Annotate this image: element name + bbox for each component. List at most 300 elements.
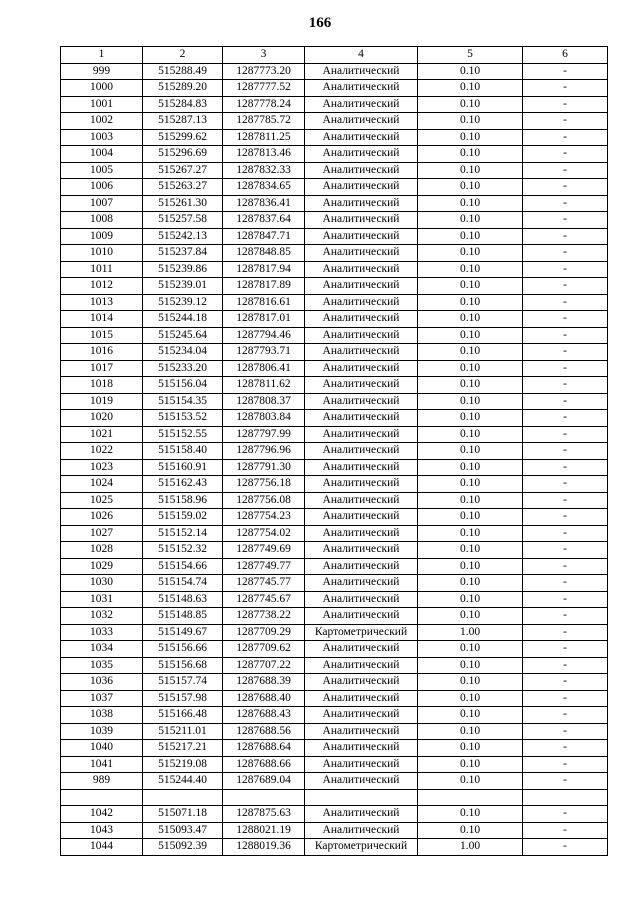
coordinates-table [60,46,608,856]
cell-method: Аналитический [305,657,418,674]
table-row [61,558,608,575]
cell-description: - [523,657,608,674]
cell-point-number: 1022 [61,443,143,460]
cell-method: Картометрический [305,839,418,856]
table-row [61,608,608,625]
cell-description: - [523,773,608,790]
cell-description: - [523,822,608,839]
table-row [61,492,608,509]
cell-description: - [523,723,608,740]
table-row [61,806,608,823]
cell-method: Аналитический [305,542,418,559]
cell-accuracy: 0.10 [418,641,523,658]
cell-y-coordinate: 1287832.33 [223,162,305,179]
cell-accuracy: 0.10 [418,525,523,542]
cell-x-coordinate: 515152.14 [143,525,223,542]
cell-accuracy: 0.10 [418,575,523,592]
table-row [61,96,608,113]
cell-x-coordinate: 515234.04 [143,344,223,361]
table-row [61,212,608,229]
table-row [61,327,608,344]
table-row [61,773,608,790]
cell-description: - [523,113,608,130]
cell-point-number: 1042 [61,806,143,823]
cell-point-number: 1012 [61,278,143,295]
cell-point-number: 1014 [61,311,143,328]
cell-accuracy: 0.10 [418,509,523,526]
cell-y-coordinate: 1287875.63 [223,806,305,823]
cell-y-coordinate: 1287793.71 [223,344,305,361]
cell-description: - [523,245,608,262]
cell-description: - [523,278,608,295]
cell-y-coordinate: 1287688.66 [223,756,305,773]
cell-accuracy: 0.10 [418,476,523,493]
cell-x-coordinate: 515257.58 [143,212,223,229]
cell-method: Аналитический [305,459,418,476]
cell-method: Аналитический [305,525,418,542]
cell-method: Аналитический [305,113,418,130]
cell-x-coordinate: 515239.01 [143,278,223,295]
table-row [61,162,608,179]
cell-accuracy: 0.10 [418,426,523,443]
cell-method: Аналитический [305,162,418,179]
cell-x-coordinate: 515158.96 [143,492,223,509]
cell-y-coordinate: 1287806.41 [223,360,305,377]
cell-description: - [523,542,608,559]
cell-y-coordinate: 1287837.64 [223,212,305,229]
cell-method: Аналитический [305,641,418,658]
cell-x-coordinate: 515156.68 [143,657,223,674]
cell-accuracy: 0.10 [418,113,523,130]
cell-y-coordinate: 1287796.96 [223,443,305,460]
column-header-description: 6 [523,47,608,64]
cell-accuracy: 0.10 [418,410,523,427]
table-row [61,179,608,196]
cell-description: - [523,492,608,509]
cell-method: Аналитический [305,690,418,707]
cell-y-coordinate: 1287688.64 [223,740,305,757]
cell-y-coordinate: 1287745.67 [223,591,305,608]
cell-method: Аналитический [305,608,418,625]
cell-description: - [523,690,608,707]
cell-accuracy: 0.10 [418,162,523,179]
table-row [61,278,608,295]
cell-y-coordinate: 1287754.02 [223,525,305,542]
cell-method: Аналитический [305,393,418,410]
cell-y-coordinate: 1287813.46 [223,146,305,163]
table-row [61,63,608,80]
cell-accuracy: 0.10 [418,212,523,229]
cell-description: - [523,707,608,724]
table-row [61,80,608,97]
cell-point-number: 1040 [61,740,143,757]
cell-x-coordinate: 515071.18 [143,806,223,823]
cell-y-coordinate: 1287756.18 [223,476,305,493]
cell-y-coordinate: 1287688.56 [223,723,305,740]
table-row [61,228,608,245]
cell-y-coordinate: 1287808.37 [223,393,305,410]
cell-accuracy: 0.10 [418,393,523,410]
cell-point-number: 1043 [61,822,143,839]
cell-method: Аналитический [305,245,418,262]
cell-description: - [523,162,608,179]
cell-description: - [523,525,608,542]
cell-method: Картометрический [305,624,418,641]
cell-description: - [523,756,608,773]
cell-method: Аналитический [305,674,418,691]
cell-point-number: 1030 [61,575,143,592]
cell-method: Аналитический [305,327,418,344]
cell-description: - [523,228,608,245]
cell-point-number: 1013 [61,294,143,311]
cell-point-number: 1026 [61,509,143,526]
cell-point-number: 1008 [61,212,143,229]
cell-description: - [523,261,608,278]
cell-description: - [523,608,608,625]
cell-accuracy: 0.10 [418,459,523,476]
cell-x-coordinate: 515233.20 [143,360,223,377]
table-row [61,443,608,460]
cell-point-number: 1035 [61,657,143,674]
cell-description: - [523,179,608,196]
cell-accuracy: 0.10 [418,179,523,196]
cell-point-number: 1009 [61,228,143,245]
cell-y-coordinate: 1287756.08 [223,492,305,509]
cell-accuracy: 0.10 [418,344,523,361]
cell-y-coordinate: 1287688.40 [223,690,305,707]
cell-description: - [523,63,608,80]
cell-x-coordinate: 515159.02 [143,509,223,526]
cell-point-number: 1001 [61,96,143,113]
column-header-x-coordinate: 2 [143,47,223,64]
cell-method: Аналитический [305,228,418,245]
cell-x-coordinate: 515156.66 [143,641,223,658]
table-row [61,756,608,773]
cell-y-coordinate: 1288021.19 [223,822,305,839]
cell-y-coordinate: 1287709.29 [223,624,305,641]
cell-point-number: 1039 [61,723,143,740]
cell-x-coordinate: 515287.13 [143,113,223,130]
cell-point-number: 1018 [61,377,143,394]
cell-accuracy [418,789,523,806]
cell-method: Аналитический [305,773,418,790]
cell-point-number: 1025 [61,492,143,509]
table-row [61,575,608,592]
cell-point-number: 1007 [61,195,143,212]
cell-method: Аналитический [305,278,418,295]
cell-point-number: 1005 [61,162,143,179]
cell-x-coordinate: 515152.55 [143,426,223,443]
cell-x-coordinate: 515217.21 [143,740,223,757]
cell-method: Аналитический [305,492,418,509]
cell-point-number: 1010 [61,245,143,262]
cell-accuracy: 0.10 [418,360,523,377]
cell-method: Аналитический [305,410,418,427]
cell-x-coordinate: 515153.52 [143,410,223,427]
cell-x-coordinate: 515244.18 [143,311,223,328]
cell-method: Аналитический [305,261,418,278]
table-row [61,294,608,311]
cell-description: - [523,624,608,641]
cell-method: Аналитический [305,806,418,823]
cell-accuracy: 0.10 [418,294,523,311]
cell-y-coordinate [223,789,305,806]
cell-x-coordinate: 515296.69 [143,146,223,163]
table-row [61,410,608,427]
cell-point-number: 1029 [61,558,143,575]
table-header-row [61,47,608,64]
cell-point-number: 1036 [61,674,143,691]
table-row [61,393,608,410]
table-row [61,542,608,559]
table-row [61,377,608,394]
table-row [61,129,608,146]
cell-description: - [523,294,608,311]
cell-method: Аналитический [305,822,418,839]
cell-y-coordinate: 1287834.65 [223,179,305,196]
cell-x-coordinate: 515149.67 [143,624,223,641]
cell-y-coordinate: 1287847.71 [223,228,305,245]
cell-x-coordinate: 515148.63 [143,591,223,608]
cell-y-coordinate: 1287816.61 [223,294,305,311]
cell-point-number: 1034 [61,641,143,658]
cell-method: Аналитический [305,311,418,328]
cell-method: Аналитический [305,80,418,97]
cell-method: Аналитический [305,179,418,196]
cell-accuracy: 0.10 [418,740,523,757]
cell-point-number [61,789,143,806]
cell-point-number: 1032 [61,608,143,625]
cell-method: Аналитический [305,294,418,311]
cell-point-number: 1017 [61,360,143,377]
cell-y-coordinate: 1287836.41 [223,195,305,212]
cell-accuracy: 0.10 [418,756,523,773]
cell-description: - [523,591,608,608]
table-row [61,641,608,658]
cell-y-coordinate: 1287803.84 [223,410,305,427]
cell-accuracy: 0.10 [418,129,523,146]
cell-description: - [523,426,608,443]
cell-x-coordinate: 515148.85 [143,608,223,625]
cell-method: Аналитический [305,443,418,460]
cell-method: Аналитический [305,96,418,113]
cell-y-coordinate: 1287785.72 [223,113,305,130]
cell-point-number: 1004 [61,146,143,163]
cell-x-coordinate: 515154.74 [143,575,223,592]
cell-x-coordinate: 515245.64 [143,327,223,344]
cell-y-coordinate: 1287749.69 [223,542,305,559]
cell-point-number: 999 [61,63,143,80]
cell-method: Аналитический [305,212,418,229]
cell-x-coordinate: 515154.66 [143,558,223,575]
table-row [61,509,608,526]
cell-description: - [523,641,608,658]
cell-accuracy: 0.10 [418,63,523,80]
cell-method: Аналитический [305,723,418,740]
cell-x-coordinate: 515156.04 [143,377,223,394]
cell-x-coordinate: 515157.74 [143,674,223,691]
cell-y-coordinate: 1287817.94 [223,261,305,278]
cell-y-coordinate: 1287688.39 [223,674,305,691]
cell-x-coordinate: 515244.40 [143,773,223,790]
cell-accuracy: 1.00 [418,839,523,856]
table-row [61,476,608,493]
cell-method: Аналитический [305,344,418,361]
cell-method: Аналитический [305,63,418,80]
cell-point-number: 1041 [61,756,143,773]
cell-description: - [523,410,608,427]
cell-x-coordinate: 515242.13 [143,228,223,245]
cell-x-coordinate: 515267.27 [143,162,223,179]
cell-accuracy: 0.10 [418,96,523,113]
cell-point-number: 1006 [61,179,143,196]
cell-description: - [523,146,608,163]
cell-method: Аналитический [305,426,418,443]
table-row [61,707,608,724]
cell-y-coordinate: 1287797.99 [223,426,305,443]
cell-accuracy: 0.10 [418,443,523,460]
table-row [61,657,608,674]
cell-description: - [523,740,608,757]
cell-accuracy: 0.10 [418,773,523,790]
column-header-point-number: 1 [61,47,143,64]
column-header-accuracy: 5 [418,47,523,64]
table-row [61,261,608,278]
cell-point-number: 1031 [61,591,143,608]
cell-point-number: 1021 [61,426,143,443]
column-header-method: 4 [305,47,418,64]
cell-y-coordinate: 1287738.22 [223,608,305,625]
cell-point-number: 1000 [61,80,143,97]
cell-description: - [523,443,608,460]
table-row [61,839,608,856]
cell-x-coordinate: 515158.40 [143,443,223,460]
cell-description: - [523,806,608,823]
cell-y-coordinate: 1287688.43 [223,707,305,724]
table-row [61,674,608,691]
cell-description: - [523,509,608,526]
cell-accuracy: 0.10 [418,80,523,97]
cell-y-coordinate: 1287707.22 [223,657,305,674]
cell-x-coordinate: 515261.30 [143,195,223,212]
cell-description: - [523,377,608,394]
table-row [61,195,608,212]
table-row [61,113,608,130]
cell-accuracy: 0.10 [418,822,523,839]
table-row [61,311,608,328]
cell-accuracy: 0.10 [418,278,523,295]
cell-accuracy: 0.10 [418,261,523,278]
cell-description: - [523,311,608,328]
cell-y-coordinate: 1287709.62 [223,641,305,658]
cell-method: Аналитический [305,591,418,608]
cell-point-number: 1028 [61,542,143,559]
cell-method: Аналитический [305,377,418,394]
cell-method [305,789,418,806]
table-row [61,525,608,542]
table-row [61,822,608,839]
cell-point-number: 989 [61,773,143,790]
cell-y-coordinate: 1287817.01 [223,311,305,328]
cell-y-coordinate: 1287817.89 [223,278,305,295]
cell-point-number: 1038 [61,707,143,724]
cell-accuracy: 0.10 [418,690,523,707]
column-header-y-coordinate: 3 [223,47,305,64]
cell-description: - [523,674,608,691]
cell-point-number: 1023 [61,459,143,476]
cell-x-coordinate: 515093.47 [143,822,223,839]
cell-description: - [523,96,608,113]
cell-accuracy: 0.10 [418,657,523,674]
cell-x-coordinate: 515219.08 [143,756,223,773]
table-row [61,459,608,476]
cell-description: - [523,80,608,97]
cell-point-number: 1033 [61,624,143,641]
cell-x-coordinate: 515288.49 [143,63,223,80]
cell-method: Аналитический [305,740,418,757]
table-row [61,591,608,608]
cell-y-coordinate: 1287773.20 [223,63,305,80]
cell-description: - [523,360,608,377]
table-row [61,740,608,757]
cell-x-coordinate: 515160.91 [143,459,223,476]
cell-point-number: 1024 [61,476,143,493]
cell-description [523,789,608,806]
cell-x-coordinate: 515157.98 [143,690,223,707]
cell-y-coordinate: 1287777.52 [223,80,305,97]
cell-method: Аналитический [305,360,418,377]
cell-accuracy: 0.10 [418,608,523,625]
cell-description: - [523,476,608,493]
cell-description: - [523,195,608,212]
cell-accuracy: 0.10 [418,591,523,608]
cell-accuracy: 0.10 [418,195,523,212]
cell-x-coordinate: 515092.39 [143,839,223,856]
cell-description: - [523,327,608,344]
cell-accuracy: 0.10 [418,311,523,328]
page-number: 166 [308,15,332,31]
cell-y-coordinate: 1287778.24 [223,96,305,113]
table-body [61,63,608,855]
cell-accuracy: 0.10 [418,228,523,245]
table-row [61,146,608,163]
cell-accuracy: 0.10 [418,146,523,163]
table-row-blank [61,789,608,806]
cell-method: Аналитический [305,707,418,724]
cell-point-number: 1002 [61,113,143,130]
cell-y-coordinate: 1287689.04 [223,773,305,790]
cell-x-coordinate: 515299.62 [143,129,223,146]
table-row [61,624,608,641]
cell-description: - [523,212,608,229]
cell-description: - [523,839,608,856]
cell-method: Аналитический [305,476,418,493]
cell-description: - [523,575,608,592]
cell-x-coordinate: 515239.12 [143,294,223,311]
cell-accuracy: 0.10 [418,558,523,575]
cell-x-coordinate: 515154.35 [143,393,223,410]
cell-y-coordinate: 1287754.23 [223,509,305,526]
cell-point-number: 1003 [61,129,143,146]
cell-accuracy: 0.10 [418,707,523,724]
cell-description: - [523,558,608,575]
cell-accuracy: 0.10 [418,806,523,823]
cell-y-coordinate: 1287745.77 [223,575,305,592]
cell-description: - [523,459,608,476]
cell-method: Аналитический [305,509,418,526]
cell-point-number: 1015 [61,327,143,344]
cell-y-coordinate: 1287848.85 [223,245,305,262]
